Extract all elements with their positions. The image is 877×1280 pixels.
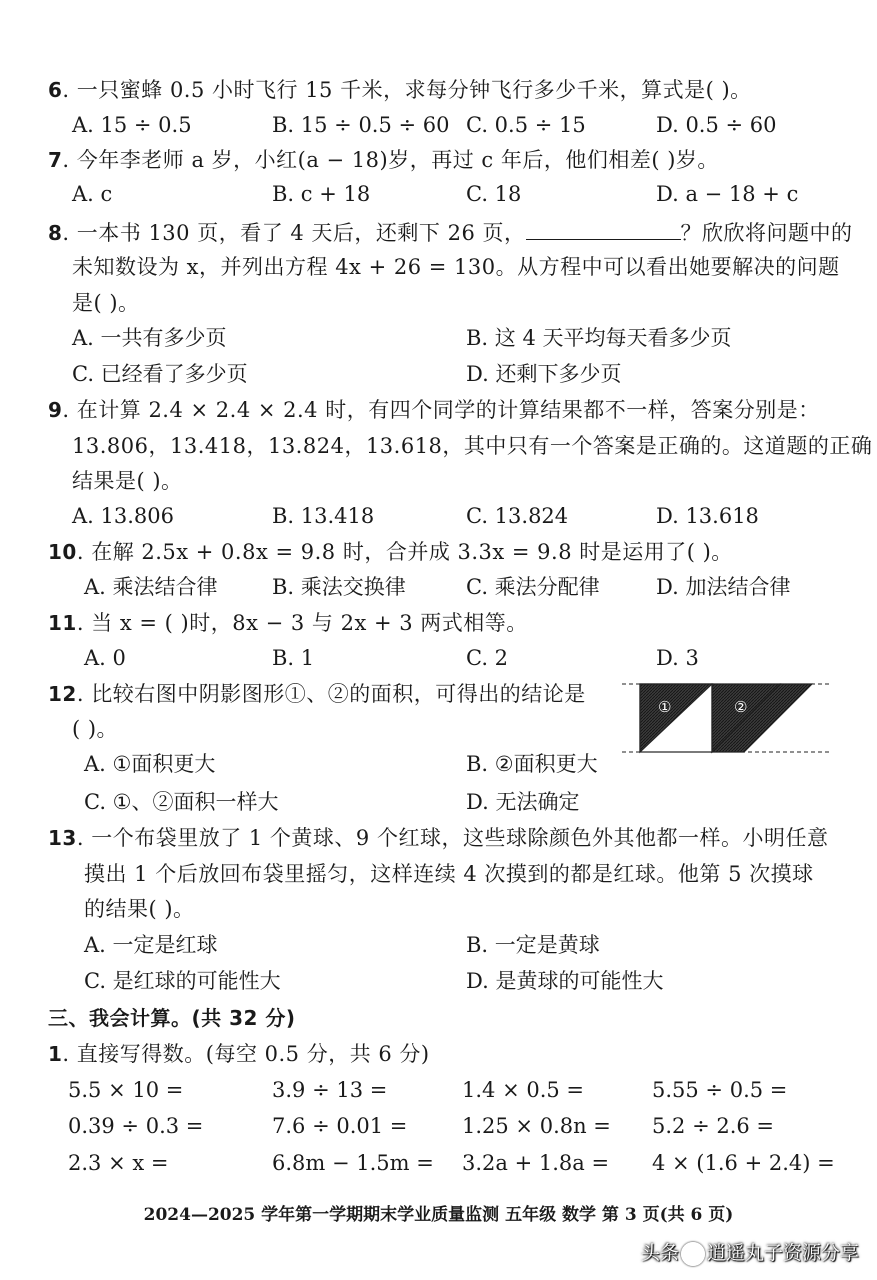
question-8-line3: 是( )。	[72, 291, 140, 315]
q12-option-c: C. ①、②面积一样大	[84, 790, 279, 814]
q11-option-c: C. 2	[466, 646, 509, 670]
q9-option-b: B. 13.418	[272, 504, 375, 528]
q11-option-b: B. 1	[272, 646, 315, 670]
question-13-line2: 摸出 1 个后放回布袋里摇匀，这样连续 4 次摸到的都是红球。他第 5 次摸球	[84, 862, 814, 886]
answer-blank	[526, 221, 681, 240]
question-8-line2: 未知数设为 x，并列出方程 4x + 26 = 130。从方程中可以看出她要解决的问题	[72, 255, 840, 279]
question-number: 12	[48, 682, 77, 706]
question-text: . 一本书 130 页，看了 4 天后，还剩下 26 页，	[62, 221, 526, 245]
question-text: . 直接写得数。(每空 0.5 分，共 6 分)	[62, 1042, 430, 1066]
question-number: 8	[48, 221, 63, 245]
question-text: . 比较右图中阴影图形①、②的面积，可得出的结论是	[76, 682, 586, 706]
page-footer: 2024—2025 学年第一学期期末学业质量监测 五年级 数学 第 3 页(共 6 页)	[143, 1205, 734, 1225]
q6-option-d: D. 0.5 ÷ 60	[656, 113, 777, 137]
question-11-stem	[48, 613, 528, 634]
question-12-line2: ( )。	[72, 717, 119, 741]
question-text: . 在计算 2.4 × 2.4 × 2.4 时，有四个同学的计算结果都不一样，答案分别是：	[62, 398, 820, 422]
calc-item: 5.2 ÷ 2.6 =	[652, 1114, 775, 1138]
q8-option-a: A. 一共有多少页	[72, 326, 227, 350]
q13-option-a: A. 一定是红球	[84, 933, 218, 957]
q8-option-d: D. 还剩下多少页	[466, 362, 622, 386]
question-text: . 一只蜜蜂 0.5 小时飞行 15 千米，求每分钟飞行多少千米，算式是( )。	[62, 78, 752, 102]
question-13-stem	[48, 828, 828, 849]
calc-item: 4 × (1.6 + 2.4) =	[652, 1151, 835, 1175]
calc-item: 7.6 ÷ 0.01 =	[272, 1114, 408, 1138]
question-number: 11	[48, 611, 77, 635]
question-6-stem	[48, 80, 752, 101]
q7-option-c: C. 18	[466, 182, 522, 206]
calc-item: 0.39 ÷ 0.3 =	[68, 1114, 204, 1138]
question-number: 1	[48, 1042, 63, 1066]
question-number: 6	[48, 78, 63, 102]
question-8-stem	[48, 221, 853, 244]
q12-option-a: A. ①面积更大	[84, 752, 216, 776]
q12-option-d: D. 无法确定	[466, 790, 580, 814]
shaded-area-figure	[622, 678, 830, 758]
q13-option-c: C. 是红球的可能性大	[84, 969, 281, 993]
calc-item: 3.2a + 1.8a =	[462, 1151, 610, 1175]
q9-option-c: C. 13.824	[466, 504, 569, 528]
question-9-line3: 结果是( )。	[72, 469, 183, 493]
calc-item: 2.3 × x =	[68, 1151, 169, 1175]
watermark-name: 逍遥丸子资源分享	[706, 1242, 859, 1264]
question-text: . 今年李老师 a 岁，小红(a − 18)岁，再过 c 年后，他们相差( )岁。	[62, 148, 719, 172]
question-7-stem	[48, 150, 719, 171]
q12-option-b: B. ②面积更大	[466, 752, 598, 776]
at-icon	[681, 1242, 705, 1266]
question-text-cont: ？欣欣将问题中的	[680, 221, 853, 245]
q10-option-d: D. 加法结合律	[656, 575, 791, 599]
q13-option-b: B. 一定是黄球	[466, 933, 600, 957]
q7-option-d: D. a − 18 + c	[656, 182, 799, 206]
calc-item: 1.25 × 0.8n =	[462, 1114, 611, 1138]
question-text: . 一个布袋里放了 1 个黄球、9 个红球，这些球除颜色外其他都一样。小明任意	[76, 826, 829, 850]
section-3-title: 三、我会计算。(共 32 分)	[48, 1006, 296, 1030]
watermark-prefix: 头条	[640, 1242, 679, 1264]
q7-option-a: A. c	[72, 182, 113, 206]
q11-option-a: A. 0	[84, 646, 126, 670]
calc-item: 6.8m − 1.5m =	[272, 1151, 434, 1175]
q6-option-b: B. 15 ÷ 0.5 ÷ 60	[272, 113, 450, 137]
question-9-line2: 13.806，13.418，13.824，13.618，其中只有一个答案是正确的。这道题的正确	[72, 434, 873, 458]
question-9-stem	[48, 400, 820, 421]
q11-option-d: D. 3	[656, 646, 699, 670]
q13-option-d: D. 是黄球的可能性大	[466, 969, 664, 993]
question-number: 7	[48, 148, 63, 172]
q7-option-b: B. c + 18	[272, 182, 371, 206]
calc-item: 5.5 × 10 =	[68, 1078, 184, 1102]
question-text: . 当 x = ( )时，8x − 3 与 2x + 3 两式相等。	[76, 611, 528, 635]
calc-item: 3.9 ÷ 13 =	[272, 1078, 388, 1102]
calc-1-stem	[48, 1044, 430, 1065]
question-10-stem	[48, 542, 733, 563]
q6-option-a: A. 15 ÷ 0.5	[72, 113, 192, 137]
q9-option-a: A. 13.806	[72, 504, 174, 528]
calc-item: 5.55 ÷ 0.5 =	[652, 1078, 788, 1102]
question-12-stem	[48, 684, 586, 705]
q6-option-c: C. 0.5 ÷ 15	[466, 113, 586, 137]
label-2: ②	[734, 698, 748, 716]
q10-option-c: C. 乘法分配律	[466, 575, 600, 599]
question-13-line3: 的结果( )。	[84, 897, 195, 921]
watermark	[641, 1238, 859, 1266]
q9-option-d: D. 13.618	[656, 504, 759, 528]
calc-item: 1.4 × 0.5 =	[462, 1078, 585, 1102]
question-number: 13	[48, 826, 77, 850]
q8-option-b: B. 这 4 天平均每天看多少页	[466, 326, 732, 350]
q10-option-b: B. 乘法交换律	[272, 575, 406, 599]
q10-option-a: A. 乘法结合律	[84, 575, 218, 599]
q8-option-c: C. 已经看了多少页	[72, 362, 248, 386]
question-number: 10	[48, 540, 77, 564]
question-number: 9	[48, 398, 63, 422]
label-1: ①	[658, 698, 672, 716]
question-text: . 在解 2.5x + 0.8x = 9.8 时，合并成 3.3x = 9.8 时是运用了( )。	[76, 540, 733, 564]
